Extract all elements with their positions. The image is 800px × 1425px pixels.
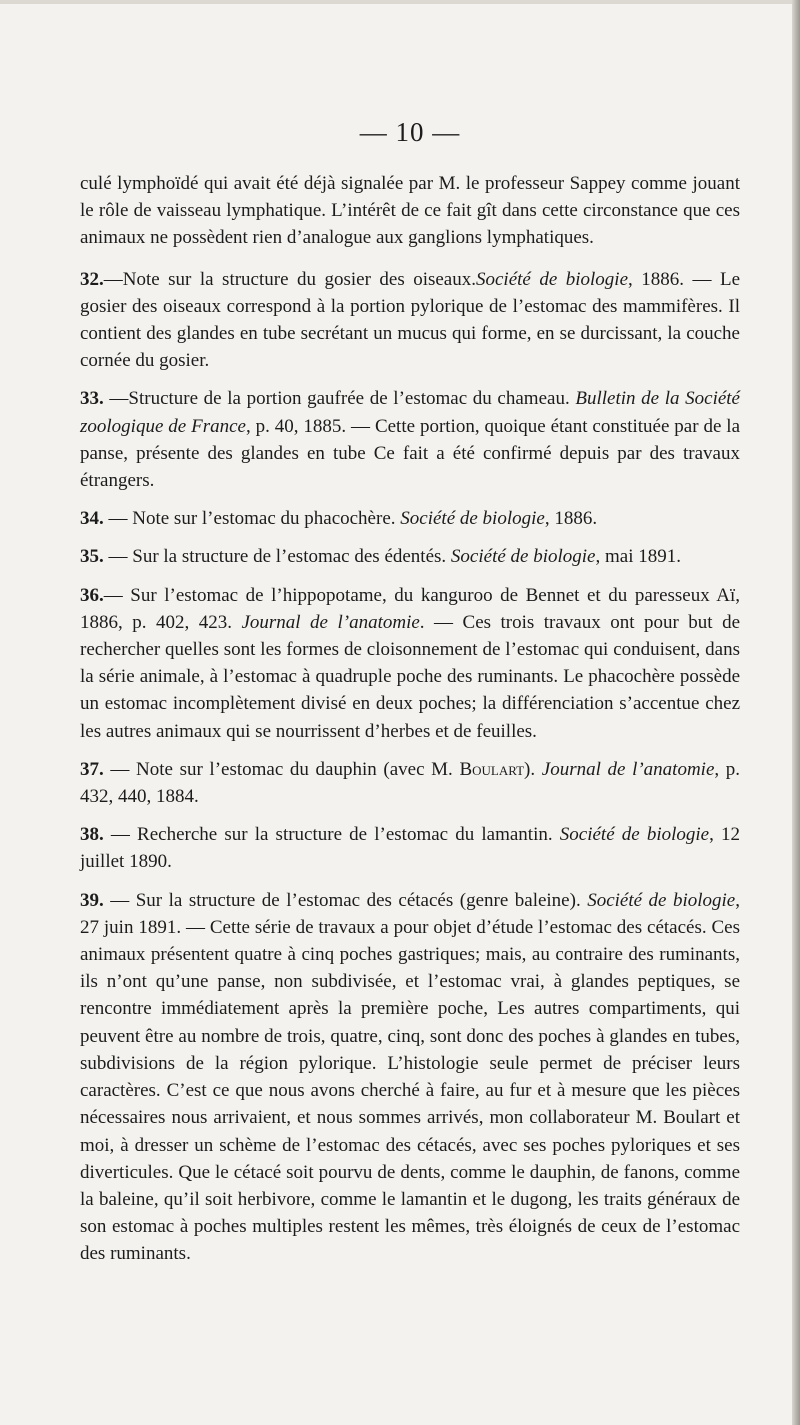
entry-text: , p. 40, 1885. — Cette portion, quoique étant constituée par de la panse, présente des glandes en tube Ce fait a été confirmé depuis par des travaux étrangers. xyxy=(80,415,741,492)
entry-number: 36. xyxy=(80,584,104,606)
document-page xyxy=(80,112,740,1279)
entry-lead: — Note sur l’estomac du dauphin (avec M. xyxy=(103,758,460,780)
entry-lead: —Structure de la portion gaufrée de l’estomac du chameau. xyxy=(103,388,576,410)
page-top-edge xyxy=(0,0,800,4)
entry-number: 38. xyxy=(80,824,104,846)
entry-lead: —Note sur la structure du gosier des oiseaux. xyxy=(103,268,476,290)
entry-number: 33. xyxy=(80,388,104,410)
entry-lead: — Note sur l’estomac du phacochère. xyxy=(103,508,401,530)
entry-38 xyxy=(80,821,740,875)
entry-reference: Société de biologie xyxy=(476,268,629,290)
entry-text: , 1886. — Le gosier des oiseaux correspond à la portion pylorique de l’estomac des mammifères. Il contient des glandes en tube secrétant un mucus qui forme, en se durcissant, la couche cornée du gosier. xyxy=(80,268,741,372)
entry-text: , 1886. xyxy=(544,508,598,530)
entry-39 xyxy=(80,887,740,1268)
entry-lead: — Sur la structure de l’estomac des cétacés (genre baleine). xyxy=(103,889,588,911)
entry-36 xyxy=(80,582,740,745)
entry-33 xyxy=(80,385,740,494)
intro-paragraph: culé lymphoïdé qui avait été déjà signalée par M. le professeur Sappey comme jouant le rôle de vaisseau lymphatique. L’intérêt de ce fait gît dans cette circonstance que ces animaux ne possèdent rien d’analogue aux ganglions lymphatiques. xyxy=(80,173,740,249)
entry-reference: Société de biologie xyxy=(559,824,710,846)
entry-reference: Société de biologie xyxy=(587,889,736,911)
entry-number: 34. xyxy=(80,508,104,530)
entry-reference: Société de biologie xyxy=(400,508,545,530)
entry-number: 32. xyxy=(80,268,104,290)
entry-number: 35. xyxy=(80,546,104,568)
entry-reference: Journal de l’anatomie xyxy=(241,611,420,633)
page-right-edge xyxy=(792,0,800,1425)
entry-lead: — Sur la structure de l’estomac des édentés. xyxy=(103,546,451,568)
entry-35 xyxy=(80,543,740,570)
entry-lead: — Sur l’estomac de l’hippopotame, du kanguroo de Bennet et du paresseux Aï, 1886, p. 402, 423. xyxy=(80,584,740,633)
entry-reference: Bulletin de la Société zoologique de France xyxy=(80,388,740,437)
entry-reference: Journal de l’anatomie xyxy=(541,758,715,780)
entry-text: , p. 432, 440, 1884. xyxy=(80,758,741,808)
author-name: Boulart xyxy=(459,758,525,780)
entry-lead-cont: ). xyxy=(524,758,542,780)
entry-lead: — Recherche sur la structure de l’estomac du lamantin. xyxy=(103,824,560,846)
entry-number: 37. xyxy=(80,758,104,780)
entry-34 xyxy=(80,505,740,532)
entry-32 xyxy=(80,266,740,375)
entry-37 xyxy=(80,756,740,810)
entry-reference: Société de biologie xyxy=(450,546,596,568)
entry-text: . — Ces trois travaux ont pour but de rechercher quelles sont les formes de cloisonnement de l’estomac qui conduisent, dans la série animale, à l’estomac à quadruple poche des ruminants. Le phacochère possède un estomac incomplètement divisé en deux poches; la différenciation s’accentue chez les autres animaux qui se nourrissent d’herbes et de feuilles. xyxy=(80,611,741,742)
entry-text: , mai 1891. xyxy=(595,546,681,568)
entry-text: , 27 juin 1891. — Cette série de travaux a pour objet d’étude l’estomac des cétacés. Ces animaux présentent quatre à cinq poches gastriques; mais, au contraire des ruminants, ils n’ont qu’une panse, non subdivisée, et l’estomac vrai, à glandes peptiques, se rencontre immédiatement après la première poche, Les autres compartiments, qui peuvent être au nombre de trois, quatre, cinq, sont donc des poches à glandes en tubes, subdivisions de la région pylorique. L’histologie seule permet de préciser leurs caractères. C’est ce que nous avons cherché à faire, au fur et à mesure que les pièces nécessaires nous arrivaient, et nous sommes arrivés, mon collaborateur M. Boulart et moi, à dresser un schème de l’estomac des cétacés, avec ses poches pyloriques et ses diverticules. Que le cétacé soit pourvu de dents, comme le dauphin, de fanons, comme la baleine, qu’il soit herbivore, comme le lamantin et le dugong, les traits généraux de son estomac à poches multiples restent les mêmes, très éloignés de ceux de l’estomac des ruminants. xyxy=(80,889,740,1265)
page-number: — 10 — xyxy=(359,117,461,147)
entry-number: 39. xyxy=(80,889,104,911)
entry-text: , 12 juillet 1890. xyxy=(80,824,741,873)
